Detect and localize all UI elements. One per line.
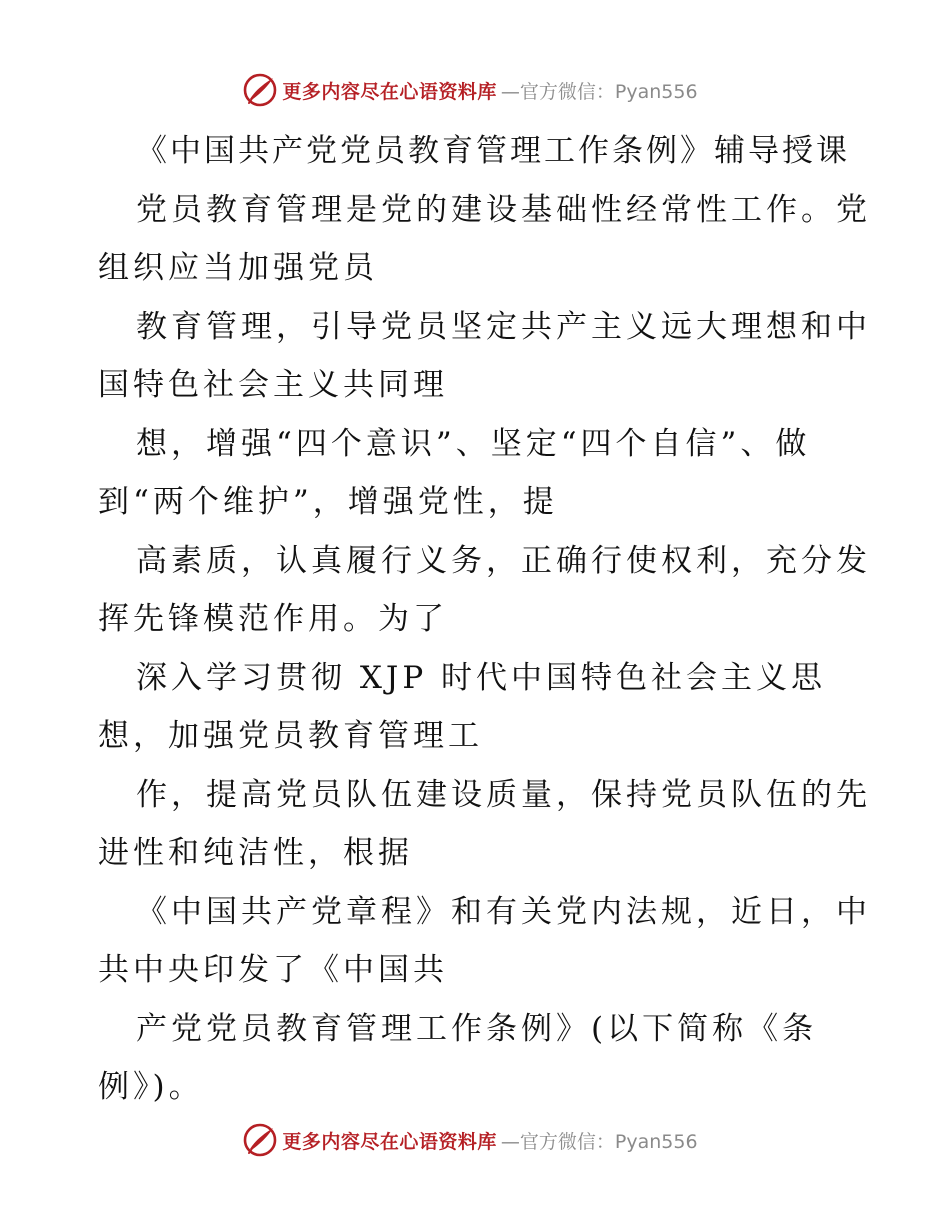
watermark-gray-text: —官方微信：Pyan556 [500, 80, 698, 103]
paragraph-line: 国特色社会主义共同理 [98, 367, 448, 403]
document-title: 《中国共产党党员教育管理工作条例》辅导授课 [136, 133, 850, 169]
footer-watermark-inner [242, 1122, 697, 1158]
paragraph-line: 到“两个维护”，增强党性，提 [98, 484, 558, 520]
paragraph-line: 共中央印发了《中国共 [98, 952, 448, 988]
header-watermark-inner [242, 72, 697, 108]
paragraph-line: 想，加强党员教育管理工 [98, 718, 483, 754]
watermark-red-text: 更多内容尽在心语资料库 [282, 1130, 497, 1153]
footer-watermark [0, 1120, 950, 1160]
paragraph-line: 进性和纯洁性，根据 [98, 835, 413, 871]
quill-logo-icon [242, 1122, 278, 1158]
paragraph-line: 高素质，认真履行义务，正确行使权利，充分发 [136, 542, 871, 579]
paragraph-line: 教育管理，引导党员坚定共产主义远大理想和中 [136, 308, 871, 345]
paragraph-line: 深入学习贯彻 XJP 时代中国特色社会主义思 [136, 659, 827, 696]
document-body [98, 122, 871, 1117]
paragraph-line: 《中国共产党章程》和有关党内法规，近日，中 [136, 893, 871, 930]
paragraph-line: 党员教育管理是党的建设基础性经常性工作。党 [136, 191, 871, 228]
paragraph-line: 组织应当加强党员 [98, 250, 378, 286]
paragraph-line: 挥先锋模范作用。为了 [98, 601, 448, 637]
watermark-gray-text: —官方微信：Pyan556 [500, 1130, 698, 1153]
paragraph-line: 想，增强“四个意识”、坚定“四个自信”、做 [136, 425, 811, 462]
paragraph-line: 例》)。 [98, 1069, 204, 1105]
watermark-red-text: 更多内容尽在心语资料库 [282, 80, 497, 103]
document-lines [98, 181, 871, 1117]
paragraph-line: 作，提高党员队伍建设质量，保持党员队伍的先 [136, 776, 871, 813]
paragraph-line: 产党党员教育管理工作条例》(以下简称《条 [136, 1010, 818, 1047]
header-watermark [0, 70, 950, 110]
quill-logo-icon [242, 72, 278, 108]
